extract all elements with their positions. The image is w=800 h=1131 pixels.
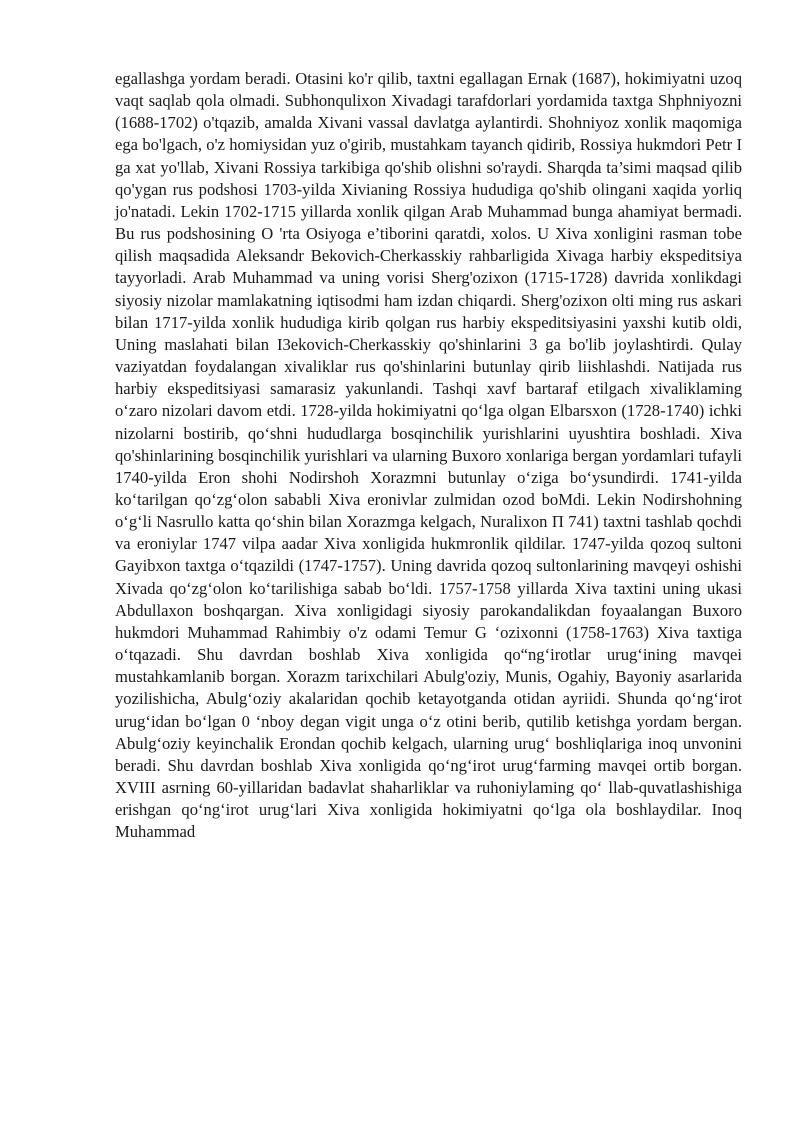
body-paragraph: egallashga yordam beradi. Otasini ko'r qilib, taxtni egallagan Ernak (1687), hokimiyatni uzoq vaqt saqlab qola olmadi. Subhonqulixon Xivadagi tarafdorlari yordamida taxtga Shphniyozni (1688-1702) o'tqazib, amalda Xivani vassal davlatga aylantirdi. Shohniyoz xonlik maqomiga ega bo'lgach, o'z homiysidan yuz o'girib, mustahkam tayanch qidirib, Rossiya hukmdori Petr I ga xat yo'llab, Xivani Rossiya tarkibiga qo'shib olishni so'raydi. Sharqda ta’simi maqsad qilib qo'ygan rus podshosi 1703-yilda Xivianing Rossiya hududiga qo'shib olingani xaqida yorliq jo'natadi. Lekin 1702-1715 yillarda xonlik qilgan Arab Muhammad bunga ahamiyat bermadi. Bu rus podshosining O 'rta Osiyoga e’tiborini qaratdi, xolos. U Xiva xonligini rasman tobe qilish maqsadida Aleksandr Bekovich-Cherkasskiy rahbarligida Xivaga harbiy ekspeditsiya tayyorladi. Arab Muhammad va uning vorisi Sherg'ozixon (1715-1728) davrida xonlikdagi siyosiy nizolar mamlakatning iqtisodmi ham izdan chiqardi. Sherg'ozixon olti ming rus askari bilan 1717-yilda xonlik hududiga kirib qolgan rus harbiy ekspeditsiyasini yaxshi kutib oldi, Uning maslahati bilan I3ekovich-Cherkasskiy qo'shinlarini 3 ga bo'lib joylashtirdi. Qulay vaziyatdan foydalangan xivaliklar rus qo'shinlarini butunlay qirib liishlashdi. Natijada rus harbiy ekspeditsiyasi samarasiz yakunlandi. Tashqi xavf bartaraf etilgach xivaliklaming o‘zaro nizolari davom etdi. 1728-yilda hokimiyatni qo‘lga olgan Elbarsxon (1728-1740) ichki nizolarni bostirib, qo‘shni hududlarga bosqinchilik yurishlarini uyushtira boshladi. Xiva qo'shinlarining bosqinchilik yurishlari va ularning Buxoro xonlariga bergan yordamlari tufayli 1740-yilda Eron shohi Nodirshoh Xorazmni butunlay o‘ziga bo‘ysundirdi. 1741-yilda ko‘tarilgan qo‘zg‘olon sababli Xiva eronivlar zulmidan ozod boMdi. Lekin Nodirshohning o‘g‘li Nasrullo katta qo‘shin bilan Xorazmga kelgach, Nuralixon Π 741) taxtni tashlab qochdi va eroniylar 1747 vilpa aadar Xiva xonligida hukmronlik qildilar. 1747-yilda qozoq sultoni Gayibxon taxtga o‘tqazildi (1747-1757). Uning davrida qozoq sultonlarining mavqeyi oshishi Xivada qo‘zg‘olon ko‘tarilishiga sabab bo‘ldi. 1757-1758 yillarda Xiva taxtini uning ukasi Abdullaxon boshqargan. Xiva xonligidagi siyosiy parokandalikdan foyaalangan Buxoro hukmdori Muhammad Rahimbiy o'z odami Temur G ‘ozixonni (1758-1763) Xiva taxtiga o‘tqazadi. Shu davrdan boshlab Xiva xonligida qo“ng‘irotlar urug‘ining mavqei mustahkamlanib borgan. Xorazm tarixchilari Abulg'oziy, Munis, Ogahiy, Bayoniy asarlarida yozilishicha, Abulg‘oziy akalaridan qochib ketayotganda otidan ayriidi. Shunda qo‘ng‘irot urug‘idan bo‘lgan 0 ‘nboy degan vigit unga o‘z otini berib, qutilib ketishga yordam bergan. Abulg‘oziy keyinchalik Erondan qochib kelgach, ularning urug‘ boshliqlariga inoq unvonini beradi. Shu davrdan boshlab Xiva xonligida qo‘ng‘irot urug‘farming mavqei ortib borgan. XVIII asrning 60-yillaridan badavlat shaharliklar va ruhoniylaming qo‘ llab-quvatlashishiga erishgan qo‘ng‘irot urug‘lari Xiva xonligida hokimiyatni qo‘lga ola boshlaydilar. Inoq Muhammad [115, 69, 742, 842]
document-page [115, 68, 742, 843]
